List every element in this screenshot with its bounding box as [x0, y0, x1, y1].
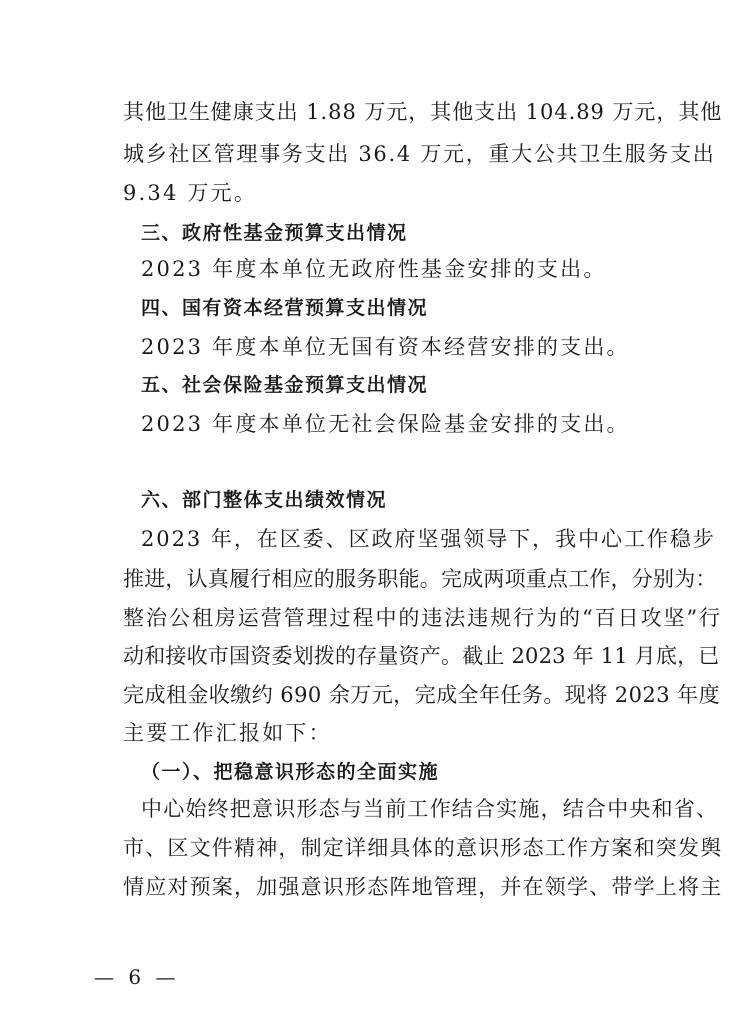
body-line: 情应对预案，加强意识形态阵地管理，并在领学、带学上将主 [123, 875, 723, 899]
body-line: 9.34 万元。 [123, 181, 258, 205]
section-heading: 五、社会保险基金预算支出情况 [141, 374, 429, 396]
subsection-heading: （一）、把稳意识形态的全面实施 [141, 761, 440, 783]
body-line: 2023 年度本单位无国有资本经营安排的支出。 [141, 335, 630, 359]
body-line: 推进，认真履行相应的服务职能。完成两项重点工作，分别为： [123, 567, 717, 591]
body-line: 动和接收市国资委划拨的存量资产。截止 2023 年 11 月底，已 [123, 644, 720, 668]
body-line: 城乡社区管理事务支出 36.4 万元，重大公共卫生服务支出 [123, 142, 716, 166]
body-line: 整治公租房运营管理过程中的违法违规行为的“百日攻坚”行 [123, 606, 723, 630]
page-number: — 6 — [94, 965, 180, 989]
section-heading: 四、国有资本经营预算支出情况 [141, 297, 429, 319]
section-heading: 六、部门整体支出绩效情况 [141, 489, 388, 511]
body-line: 2023 年度本单位无政府性基金安排的支出。 [141, 257, 607, 281]
body-line: 2023 年度本单位无社会保险基金安排的支出。 [141, 412, 630, 436]
body-line: 市、区文件精神，制定详细具体的意识形态工作方案和突发舆 [123, 836, 723, 860]
body-line: 中心始终把意识形态与当前工作结合实施，结合中央和省、 [141, 797, 719, 821]
section-heading: 三、政府性基金预算支出情况 [141, 222, 408, 244]
body-line: 完成租金收缴约 690 余万元，完成全年任务。现将 2023 年度 [123, 683, 721, 707]
body-line: 2023 年，在区委、区政府坚强领导下，我中心工作稳步 [141, 527, 716, 551]
body-line: 其他卫生健康支出 1.88 万元，其他支出 104.89 万元，其他 [123, 100, 723, 124]
body-line: 主要工作汇报如下： [123, 721, 332, 745]
